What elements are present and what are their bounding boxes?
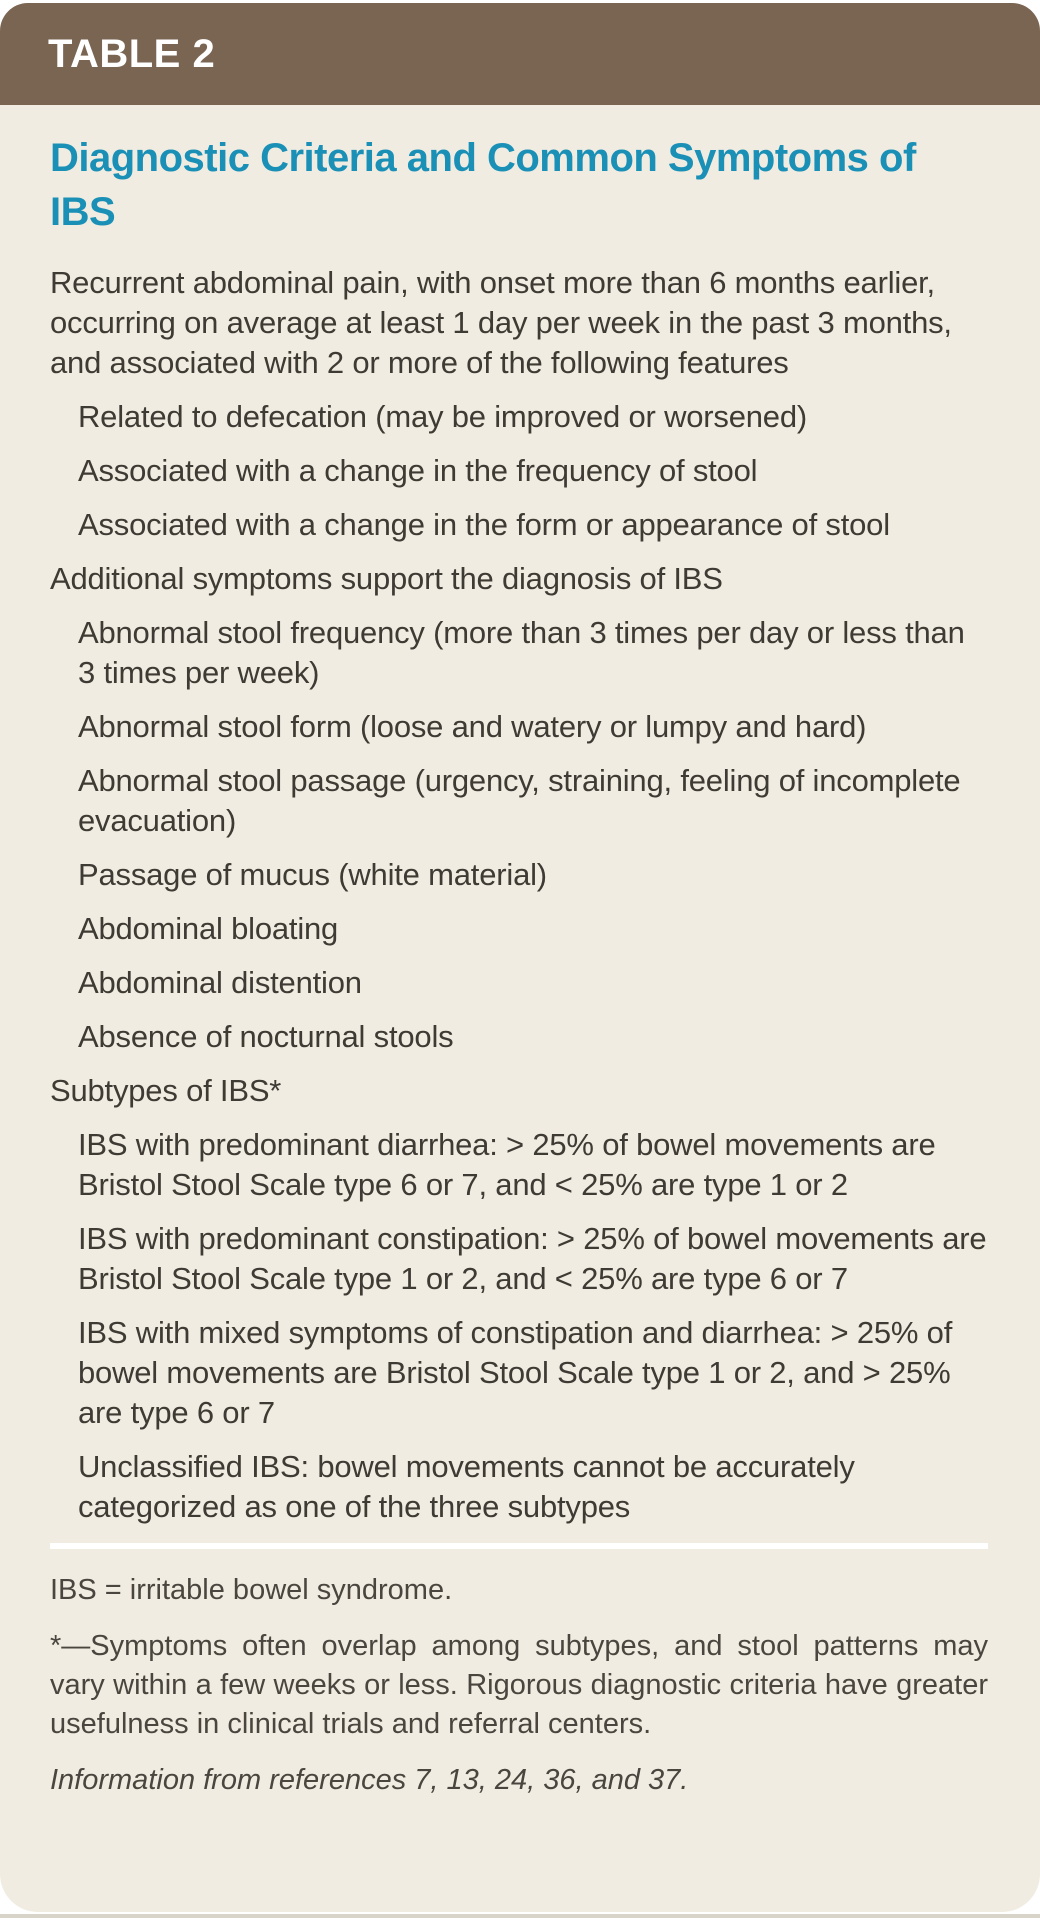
table-2-card [0, 3, 1040, 1912]
criterion-item: Passage of mucus (white material) [78, 857, 547, 892]
asterisk-footnote: *—Symptoms often overlap among subtypes, and stool patterns may vary within a few weeks or less. Rigorous diagnostic criteria have greater usefulness in clinical trials and referral centers. [50, 1630, 988, 1740]
criterion-item: Associated with a change in the form or appearance of stool [78, 507, 890, 542]
criterion-item: Additional symptoms support the diagnosis of IBS [50, 561, 723, 596]
criteria-list [50, 263, 988, 1527]
criterion-item: Unclassified IBS: bowel movements cannot be accurately categorized as one of the three subtypes [78, 1449, 855, 1524]
criterion-item: Abdominal distention [78, 965, 362, 1000]
table-header-bar [0, 3, 1040, 105]
abbreviation-note: IBS = irritable bowel syndrome. [50, 1574, 453, 1606]
criterion-item: Related to defecation (may be improved or worsened) [78, 399, 808, 434]
table-body [0, 105, 1040, 1800]
criterion-item: Abnormal stool frequency (more than 3 times per day or less than 3 times per week) [78, 615, 965, 690]
criterion-item: Recurrent abdominal pain, with onset more than 6 months earlier, occurring on average at least 1 day per week in the past 3 months, and associated with 2 or more of the following features [50, 265, 952, 380]
criterion-item: Absence of nocturnal stools [78, 1019, 454, 1054]
footnotes [50, 1571, 988, 1800]
source-note: Information from references 7, 13, 24, 36, and 37. [50, 1764, 689, 1796]
criterion-item: Associated with a change in the frequency of stool [78, 453, 758, 488]
table-label: TABLE 2 [48, 31, 216, 76]
criterion-item: Abnormal stool passage (urgency, straining, feeling of incomplete evacuation) [78, 763, 961, 838]
criterion-item: IBS with predominant diarrhea: > 25% of bowel movements are Bristol Stool Scale type 6 or 7, and < 25% are type 1 or 2 [78, 1127, 936, 1202]
criterion-item: IBS with mixed symptoms of constipation and diarrhea: > 25% of bowel movements are Bristol Stool Scale type 1 or 2, and > 25% are type 6 or 7 [78, 1315, 953, 1430]
footer-divider [50, 1543, 988, 1549]
criterion-item: Abdominal bloating [78, 911, 339, 946]
criterion-item: Subtypes of IBS* [50, 1073, 282, 1108]
criterion-item: Abnormal stool form (loose and watery or lumpy and hard) [78, 709, 867, 744]
table-title: Diagnostic Criteria and Common Symptoms of IBS [50, 136, 916, 234]
page-bottom-edge [0, 1914, 1040, 1918]
criterion-item: IBS with predominant constipation: > 25% of bowel movements are Bristol Stool Scale type 1 or 2, and < 25% are type 6 or 7 [78, 1221, 987, 1296]
